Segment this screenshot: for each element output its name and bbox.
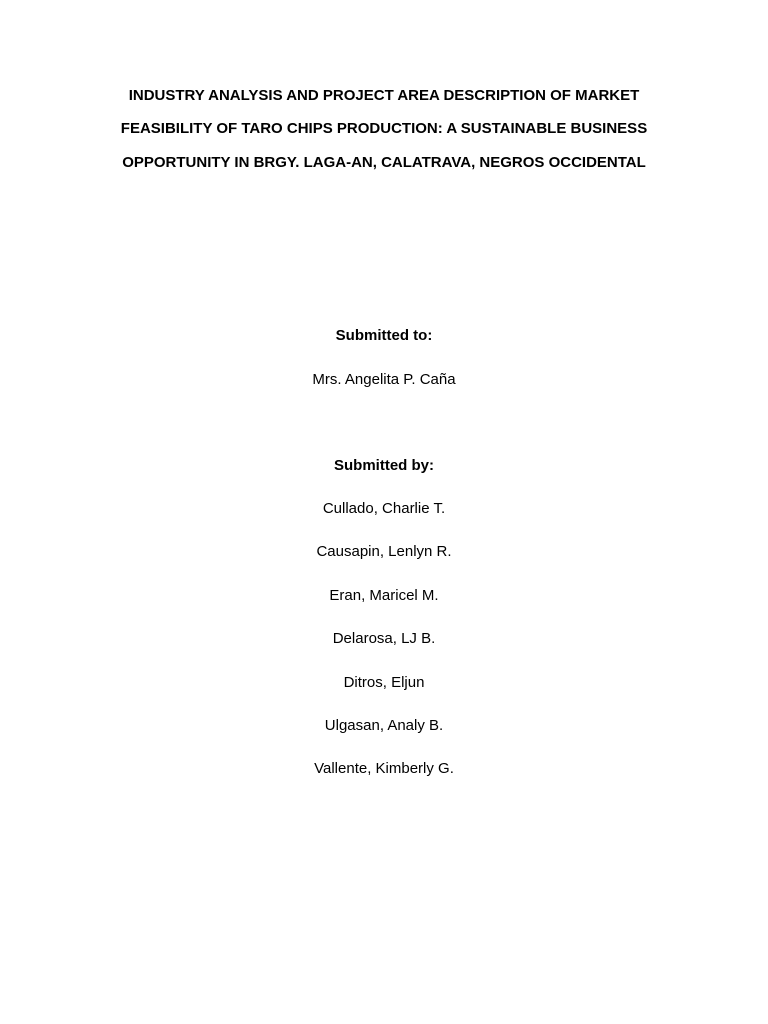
author-name: Ditros, Eljun: [343, 673, 425, 691]
submitted-to-name: Mrs. Angelita P. Caña: [312, 371, 456, 388]
title-line-2: FEASIBILITY OF TARO CHIPS PRODUCTION: A SUSTAINABLE BUSINESS: [120, 120, 648, 137]
author-name: Delarosa, LJ B.: [332, 630, 436, 648]
title-line-1: INDUSTRY ANALYSIS AND PROJECT AREA DESCRIPTION OF MARKET: [128, 87, 640, 104]
author-name: Cullado, Charlie T.: [322, 500, 446, 517]
title-line-3: OPPORTUNITY IN BRGY. LAGA-AN, CALATRAVA, NEGROS OCCIDENTAL: [122, 154, 646, 171]
author-name: Ulgasan, Analy B.: [324, 716, 444, 734]
submitted-by-heading: Submitted by:: [334, 457, 434, 474]
author-name: Eran, Maricel M.: [329, 586, 439, 604]
author-name: Causapin, Lenlyn R.: [316, 543, 452, 561]
submitted-to-heading: Submitted to:: [335, 327, 433, 344]
author-list: [0, 500, 768, 804]
author-name: Vallente, Kimberly G.: [314, 760, 454, 778]
